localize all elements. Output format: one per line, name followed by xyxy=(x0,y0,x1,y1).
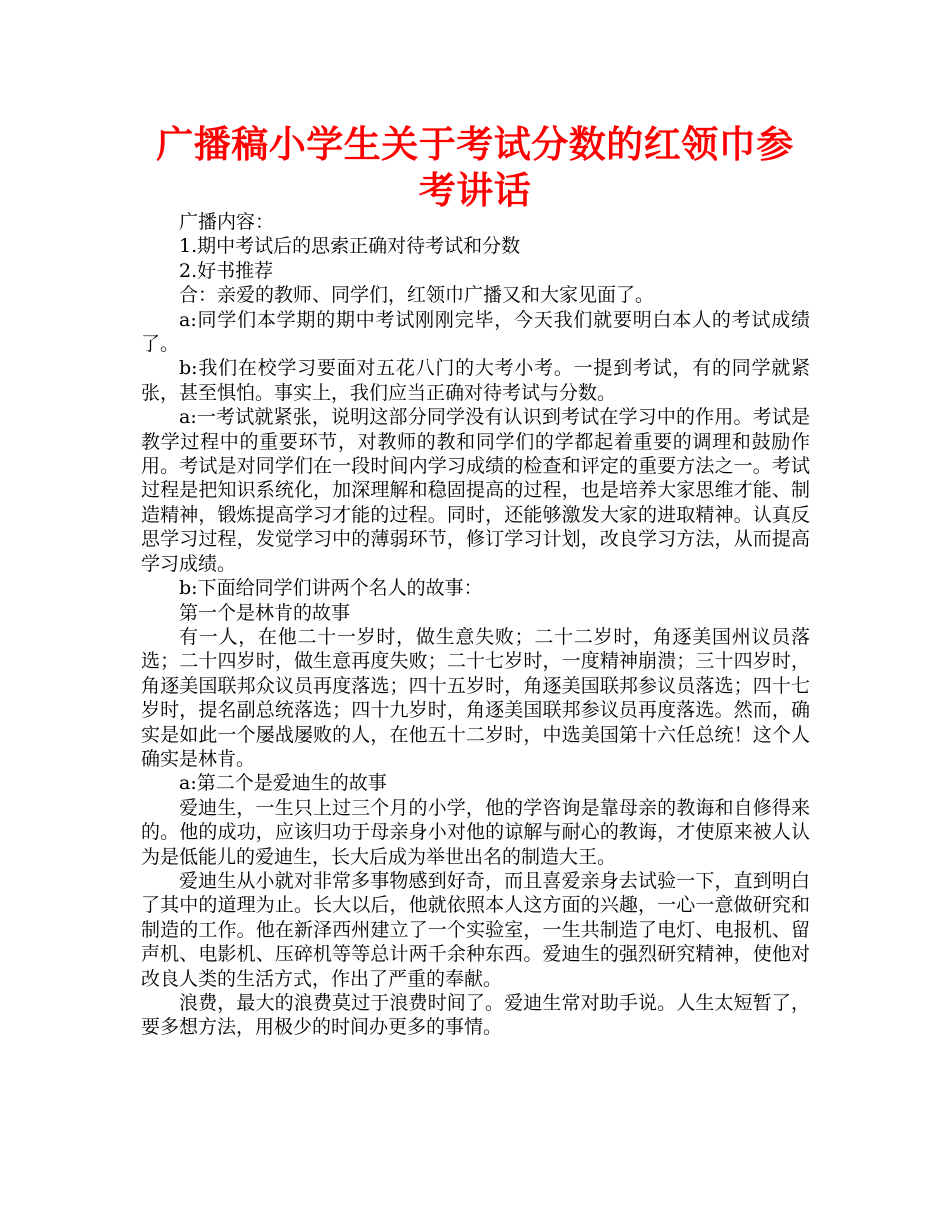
paragraph: b:我们在校学习要面对五花八门的大考小考。一提到考试，有的同学就紧张，甚至惧怕。事实上，我们应当正确对待考试与分数。 xyxy=(141,357,810,404)
document-title: 广播稿小学生关于考试分数的红领巾参考讲话 xyxy=(156,123,794,212)
paragraph: b:下面给同学们讲两个名人的故事： xyxy=(179,577,483,600)
paragraph: a:一考试就紧张，说明这部分同学没有认识到考试在学习中的作用。考试是教学过程中的重要环节，对教师的教和同学们的学都起着重要的调理和鼓励作用。考试是对同学们在一段时间内学习成绩的检查和评定的重要方法之一。考试过程是把知识系统化，加深理解和稳固提高的过程，也是培养大家思维才能、制造精神，锻炼提高学习才能的过程。同时，还能够激发大家的进取精神。认真反思学习过程，发觉学习中的薄弱环节，修订学习计划，改良学习方法，从而提高学习成绩。 xyxy=(141,406,810,575)
paragraph: a:同学们本学期的期中考试刚刚完毕，今天我们就要明白本人的考试成绩了。 xyxy=(141,308,810,356)
paragraph: 爱迪生从小就对非常多事物感到好奇，而且喜爱亲身去试验一下，直到明白了其中的道理为止。长大以后，他就依照本人这方面的兴趣，一心一意做研究和制造的工作。他在新泽西州建立了一个实验室，一生共制造了电灯、电报机、留声机、电影机、压碎机等等总计两千余种东西。爱迪生的强烈研究精神，使他对改良人类的生活方式，作出了严重的奉献。 xyxy=(141,869,810,990)
paragraph: a:第二个是爱迪生的故事 xyxy=(179,772,387,795)
paragraph: 第一个是林肯的故事 xyxy=(179,601,351,624)
paragraph: 有一人，在他二十一岁时，做生意失败；二十二岁时，角逐美国州议员落选；二十四岁时，做生意再度失败；二十七岁时，一度精神崩溃；三十四岁时，角逐美国联邦众议员再度落选；四十五岁时，角逐美国联邦参议员落选；四十七岁时，提名副总统落选；四十九岁时，角逐美国联邦参议员再度落选。然而，确实是如此一个屡战屡败的人，在他五十二岁时，中选美国第十六任总统！这个人确实是林肯。 xyxy=(141,625,810,770)
paragraph: 1.期中考试后的思索正确对待考试和分数 xyxy=(179,235,521,258)
paragraph: 广播内容： xyxy=(179,211,275,233)
paragraph: 2.好书推荐 xyxy=(179,259,274,282)
paragraph: 浪费，最大的浪费莫过于浪费时间了。爱迪生常对助手说。人生太短暂了，要多想方法，用极少的时间办更多的事情。 xyxy=(141,992,810,1039)
document-body xyxy=(141,210,810,1040)
paragraph: 爱迪生，一生只上过三个月的小学，他的学咨询是靠母亲的教诲和自修得来的。他的成功，应该归功于母亲身小对他的谅解与耐心的教诲，才使原来被人认为是低能儿的爱迪生，长大后成为举世出名的制造大王。 xyxy=(141,796,810,868)
paragraph: 合：亲爱的教师、同学们，红领巾广播又和大家见面了。 xyxy=(179,284,655,307)
